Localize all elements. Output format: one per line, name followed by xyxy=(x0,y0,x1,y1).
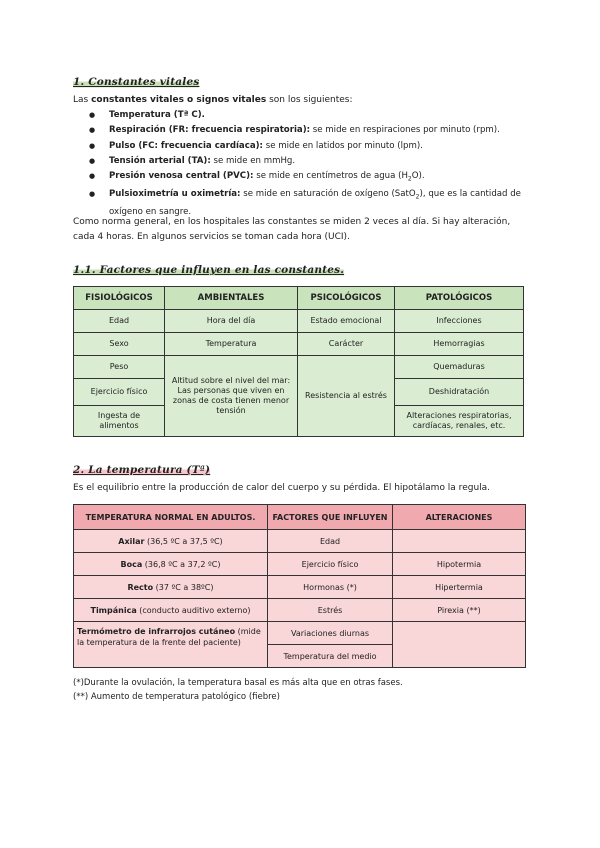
section-2-paragraph: Es el equilibrio entre la producción de calor del cuerpo y su pérdida. El hipotálamo la regula. xyxy=(73,483,491,493)
table-header: TEMPERATURA NORMAL EN ADULTOS. xyxy=(74,505,268,530)
table-header: FACTORES QUE INFLUYEN xyxy=(268,505,393,530)
list-item: ● Pulsioximetría u oximetría: se mide en saturación de oxígeno (SatO$_2$), que es la cantidad de oxígeno en sangre. xyxy=(88,187,528,220)
table-cell: Sexo xyxy=(74,333,165,356)
factors-table xyxy=(73,286,524,437)
list-item: ● Presión venosa central (PVC): se mide en centímetros de agua $(H_2O)$. xyxy=(88,169,528,187)
table-header: FISIOLÓGICOS xyxy=(74,287,165,310)
table-cell: Temperatura xyxy=(165,333,298,356)
table-cell: Quemaduras xyxy=(395,356,524,379)
section-1-intro: Las constantes vitales o signos vitales son los siguientes: xyxy=(73,95,353,105)
table-header: ALTERACIONES xyxy=(393,505,526,530)
table-cell: Timpánica (conducto auditivo externo) xyxy=(74,599,268,622)
table-cell: Hemorragias xyxy=(395,333,524,356)
table-cell: Ejercicio físico xyxy=(268,553,393,576)
table-cell: Edad xyxy=(268,530,393,553)
section-1-title: 1. Constantes vitales xyxy=(73,76,200,88)
table-cell: Peso xyxy=(74,356,165,379)
table-cell: Edad xyxy=(74,310,165,333)
table-header: PSICOLÓGICOS xyxy=(298,287,395,310)
section-2-title: 2. La temperatura (Tª) xyxy=(73,464,211,476)
table-cell: Termómetro de infrarrojos cutáneo (mide la temperatura de la frente del paciente) xyxy=(74,622,268,668)
table-cell: Hipertermia xyxy=(393,576,526,599)
table-cell: Estado emocional xyxy=(298,310,395,333)
section-1-paragraph: Como norma general, en los hospitales las constantes se miden 2 veces al día. Si hay alteración, cada 4 horas. En algunos servicios se toman cada hora (UCI). xyxy=(73,217,511,242)
table-cell: Estrés xyxy=(268,599,393,622)
table-cell: Boca (36,8 ºC a 37,2 ºC) xyxy=(74,553,268,576)
table-cell: Alteraciones respiratorias, cardíacas, renales, etc. xyxy=(395,406,524,437)
table-cell: Carácter xyxy=(298,333,395,356)
table-header: AMBIENTALES xyxy=(165,287,298,310)
table-cell: Axilar (36,5 ºC a 37,5 ºC) xyxy=(74,530,268,553)
section-1-1-title: 1.1. Factores que influyen en las constantes. xyxy=(73,264,345,276)
list-item: ● Pulso (FC: frecuencia cardíaca): se mide en latidos por minuto (lpm). xyxy=(88,139,528,154)
table-cell: Hipotermia xyxy=(393,553,526,576)
table-cell: Hormonas (*) xyxy=(268,576,393,599)
table-cell xyxy=(393,530,526,553)
footnote: (*)Durante la ovulación, la temperatura basal es más alta que en otras fases. xyxy=(73,678,403,688)
table-cell: Deshidratación xyxy=(395,379,524,406)
table-cell: Recto (37 ºC a 38ºC) xyxy=(74,576,268,599)
table-cell: Infecciones xyxy=(395,310,524,333)
list-item: ● Temperatura (Tª C). xyxy=(88,108,528,123)
footnote: (**) Aumento de temperatura patológico (fiebre) xyxy=(73,692,280,702)
temperature-table xyxy=(73,504,526,668)
list-item: ● Tensión arterial (TA): se mide en mmHg. xyxy=(88,154,528,169)
table-cell: Pirexia (**) xyxy=(393,599,526,622)
table-cell: Altitud sobre el nivel del mar: Las personas que viven en zonas de costa tienen menor tensión xyxy=(165,356,298,437)
vital-signs-list xyxy=(88,108,528,221)
list-item: ● Respiración (FR: frecuencia respiratoria): se mide en respiraciones por minuto (rpm). xyxy=(88,123,528,138)
table-cell: Hora del día xyxy=(165,310,298,333)
table-cell: Temperatura del medio xyxy=(268,645,393,668)
table-cell: Ejercicio físico xyxy=(74,379,165,406)
table-cell: Resistencia al estrés xyxy=(298,356,395,437)
table-cell: Ingesta de alimentos xyxy=(74,406,165,437)
table-cell xyxy=(393,622,526,668)
table-cell: Variaciones diurnas xyxy=(268,622,393,645)
table-header: PATOLÓGICOS xyxy=(395,287,524,310)
